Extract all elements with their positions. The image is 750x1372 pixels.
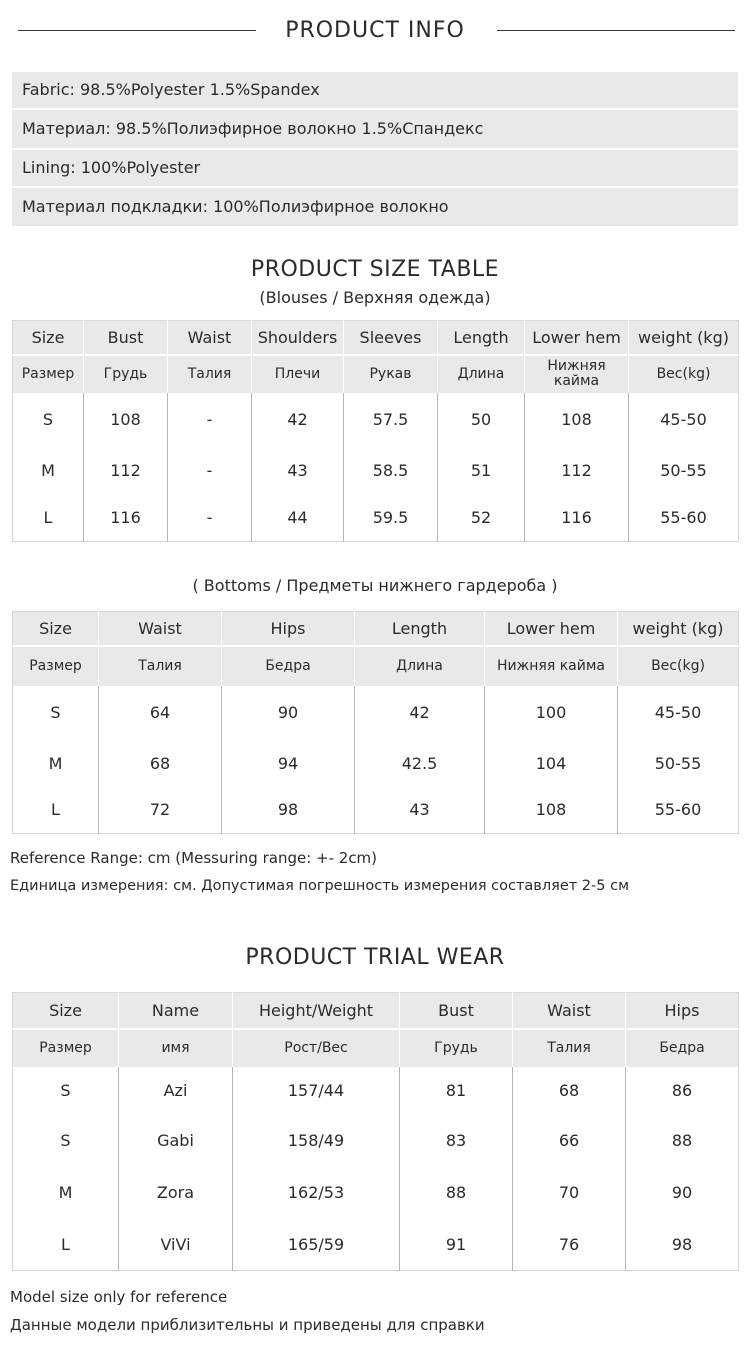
header-cell: weight (kg) xyxy=(629,321,739,355)
table-cell: 43 xyxy=(355,787,485,834)
trial-header-en xyxy=(13,993,739,1029)
trial-wear-table xyxy=(12,992,739,1271)
header-cell: имя xyxy=(119,1029,233,1067)
table-cell: 66 xyxy=(513,1115,626,1167)
header-cell: Размер xyxy=(13,355,84,393)
table-cell: 57.5 xyxy=(344,393,438,447)
reference-range-note: Reference Range: cm (Messuring range: +- 2cm) xyxy=(10,849,378,867)
table-cell: 52 xyxy=(438,494,525,542)
table-cell: L xyxy=(51,800,60,820)
info-lining-ru: Материал подкладки: 100%Полиэфирное волокно xyxy=(12,188,738,226)
size-table-title: PRODUCT SIZE TABLE xyxy=(250,257,500,282)
header-cell: Hips xyxy=(222,612,355,646)
header-cell: Размер xyxy=(13,1029,119,1067)
table-cell: 91 xyxy=(400,1219,513,1271)
table-cell: 90 xyxy=(626,1167,739,1219)
product-info-title: PRODUCT INFO xyxy=(285,18,465,43)
table-cell: 55-60 xyxy=(618,787,739,834)
table-cell: 165/59 xyxy=(233,1219,400,1271)
table-cell: 108 xyxy=(84,393,168,447)
table-cell: 70 xyxy=(513,1167,626,1219)
header-cell: Нижняя кайма xyxy=(525,355,629,393)
table-cell: 158/49 xyxy=(233,1115,400,1167)
table-cell: 108 xyxy=(485,787,618,834)
header-divider-right xyxy=(497,30,735,31)
header-cell: Талия xyxy=(99,646,222,686)
header-cell: Height/Weight xyxy=(233,993,400,1029)
table-cell: L xyxy=(43,507,53,527)
trial-wear-title: PRODUCT TRIAL WEAR xyxy=(245,945,505,970)
blouses-size-table xyxy=(12,320,739,542)
table-cell: 83 xyxy=(400,1115,513,1167)
table-cell: 104 xyxy=(485,740,618,787)
table-cell: - xyxy=(168,393,252,447)
header-cell: Sleeves xyxy=(344,321,438,355)
size-table-header-en xyxy=(13,321,739,355)
bottoms-header-ru xyxy=(13,646,739,686)
table-cell: S xyxy=(60,1081,71,1100)
table-cell: Zora xyxy=(119,1167,233,1219)
table-cell: 90 xyxy=(222,686,355,740)
header-cell: Length xyxy=(355,612,485,646)
table-row xyxy=(13,740,739,787)
table-cell: 100 xyxy=(485,686,618,740)
size-table-header-ru xyxy=(13,355,739,393)
table-cell: M xyxy=(48,753,63,773)
table-cell: 88 xyxy=(400,1167,513,1219)
header-cell: Size xyxy=(13,612,99,646)
header-cell: Бедра xyxy=(626,1029,739,1067)
info-fabric: Fabric: 98.5%Polyester 1.5%Spandex xyxy=(12,72,738,108)
header-cell: Bust xyxy=(400,993,513,1029)
table-cell: L xyxy=(61,1234,70,1254)
table-cell: 88 xyxy=(626,1115,739,1167)
header-cell: Shoulders xyxy=(252,321,344,355)
table-cell: 59.5 xyxy=(344,494,438,542)
table-cell: 43 xyxy=(252,447,344,494)
table-cell: 98 xyxy=(626,1219,739,1271)
table-cell: 64 xyxy=(99,686,222,740)
header-cell: Грудь xyxy=(400,1029,513,1067)
table-cell: 81 xyxy=(400,1067,513,1115)
table-row xyxy=(13,686,739,740)
table-cell: M xyxy=(58,1183,73,1202)
info-lining: Lining: 100%Polyester xyxy=(12,150,738,186)
table-cell: ViVi xyxy=(119,1219,233,1271)
table-cell: S xyxy=(60,1131,71,1150)
header-cell: Name xyxy=(119,993,233,1029)
table-cell: 94 xyxy=(222,740,355,787)
header-cell: Waist xyxy=(99,612,222,646)
table-cell: S xyxy=(42,410,54,429)
table-cell: 157/44 xyxy=(233,1067,400,1115)
header-cell: Длина xyxy=(355,646,485,686)
model-size-note: Model size only for reference xyxy=(10,1288,228,1306)
table-cell: 112 xyxy=(525,447,629,494)
table-cell: 42 xyxy=(252,393,344,447)
header-cell: Вес(kg) xyxy=(618,646,739,686)
table-row xyxy=(13,787,739,834)
bottoms-header-en xyxy=(13,612,739,646)
table-row xyxy=(13,1167,739,1219)
bottoms-subtitle: ( Bottoms / Предметы нижнего гардероба ) xyxy=(192,576,558,595)
table-cell: 44 xyxy=(252,494,344,542)
table-row xyxy=(13,447,739,494)
size-table-subtitle: (Blouses / Верхняя одежда) xyxy=(259,288,491,307)
table-cell: 162/53 xyxy=(233,1167,400,1219)
header-cell: Плечи xyxy=(252,355,344,393)
header-cell: Lower hem xyxy=(485,612,618,646)
bottoms-size-table xyxy=(12,611,739,834)
table-row xyxy=(13,393,739,447)
table-cell: 58.5 xyxy=(344,447,438,494)
table-cell: 108 xyxy=(525,393,629,447)
table-row xyxy=(13,1067,739,1115)
table-cell: 86 xyxy=(626,1067,739,1115)
reference-range-note-ru: Единица измерения: см. Допустимая погрешность измерения составляет 2-5 см xyxy=(10,878,630,894)
header-cell: Талия xyxy=(168,355,252,393)
table-cell: S xyxy=(50,703,61,722)
table-cell: 112 xyxy=(84,447,168,494)
header-cell: Waist xyxy=(513,993,626,1029)
table-cell: Gabi xyxy=(119,1115,233,1167)
table-cell: 45-50 xyxy=(618,686,739,740)
trial-header-ru xyxy=(13,1029,739,1067)
table-cell: 68 xyxy=(99,740,222,787)
table-cell: 55-60 xyxy=(629,494,739,542)
table-cell: 42 xyxy=(355,686,485,740)
header-cell: Нижняя кайма xyxy=(485,646,618,686)
header-cell: Рукав xyxy=(344,355,438,393)
header-cell: weight (kg) xyxy=(618,612,739,646)
table-cell: 50 xyxy=(438,393,525,447)
table-cell: Azi xyxy=(119,1067,233,1115)
table-cell: - xyxy=(168,447,252,494)
header-cell: Size xyxy=(13,321,84,355)
header-cell: Рост/Вес xyxy=(233,1029,400,1067)
header-cell: Lower hem xyxy=(525,321,629,355)
info-material-ru: Материал: 98.5%Полиэфирное волокно 1.5%Спандекс xyxy=(12,110,738,148)
model-size-note-ru: Данные модели приблизительны и приведены для справки xyxy=(10,1316,485,1334)
header-cell: Талия xyxy=(513,1029,626,1067)
table-cell: 116 xyxy=(525,494,629,542)
header-cell: Бедра xyxy=(222,646,355,686)
table-cell: 42.5 xyxy=(355,740,485,787)
header-cell: Size xyxy=(13,993,119,1029)
header-cell: Размер xyxy=(13,646,99,686)
table-row xyxy=(13,1219,739,1271)
header-cell: Грудь xyxy=(84,355,168,393)
table-cell: 68 xyxy=(513,1067,626,1115)
table-cell: 45-50 xyxy=(629,393,739,447)
table-cell: 50-55 xyxy=(618,740,739,787)
table-cell: - xyxy=(168,494,252,542)
table-cell: 50-55 xyxy=(629,447,739,494)
table-cell: 116 xyxy=(84,494,168,542)
table-cell: 72 xyxy=(99,787,222,834)
header-cell: Bust xyxy=(84,321,168,355)
header-cell: Hips xyxy=(626,993,739,1029)
table-cell: 51 xyxy=(438,447,525,494)
table-row xyxy=(13,1115,739,1167)
table-cell: 76 xyxy=(513,1219,626,1271)
header-cell: Вес(kg) xyxy=(629,355,739,393)
table-row xyxy=(13,494,739,542)
header-cell: Length xyxy=(438,321,525,355)
table-cell: M xyxy=(41,460,55,480)
header-cell: Waist xyxy=(168,321,252,355)
header-cell: Длина xyxy=(438,355,525,393)
table-cell: 98 xyxy=(222,787,355,834)
